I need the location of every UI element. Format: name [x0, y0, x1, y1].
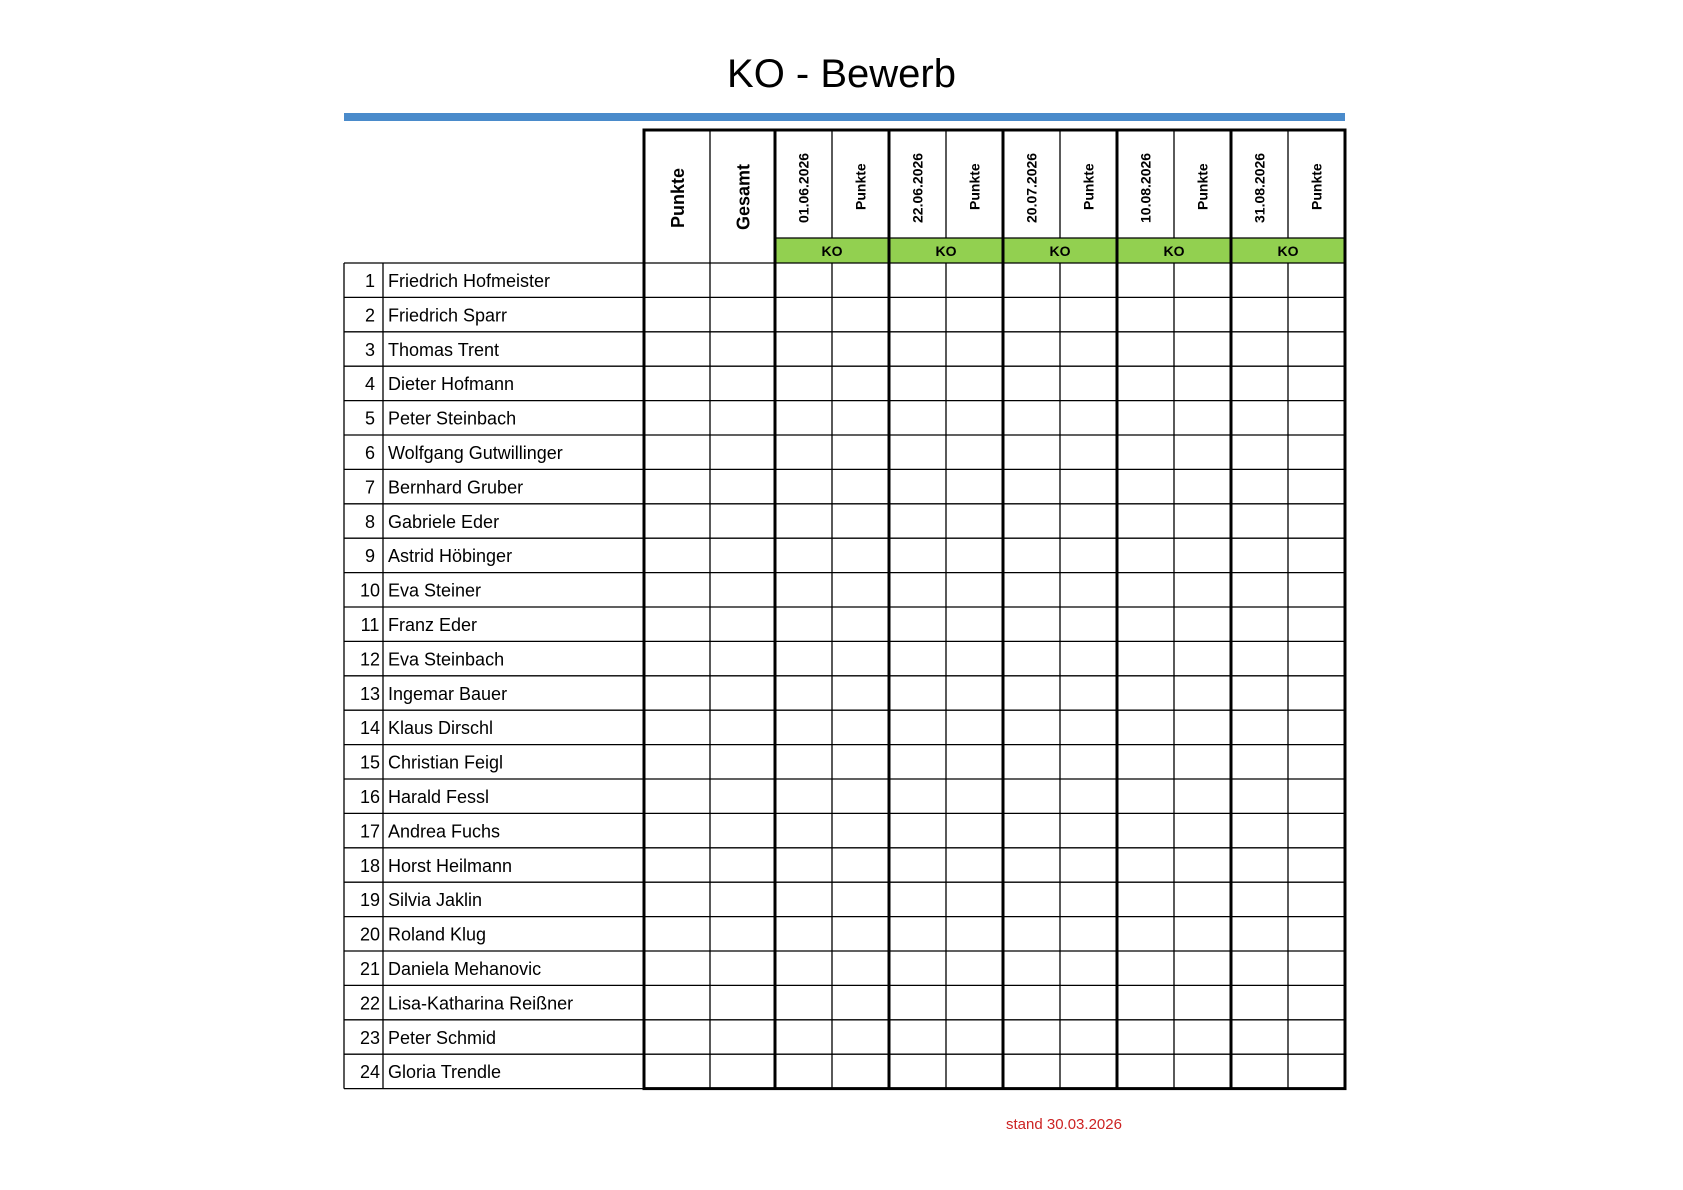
participant-number: 15 [359, 752, 381, 773]
participant-number: 2 [364, 305, 376, 326]
page-title: KO - Bewerb [727, 52, 956, 96]
participant-name: Friedrich Sparr [388, 305, 508, 326]
participant-name: Harald Fessl [388, 787, 490, 807]
participant-name: Friedrich Hofmeister [388, 271, 551, 291]
participant-name: Dieter Hofmann [388, 374, 515, 395]
punkte-header: Punkte [668, 167, 688, 228]
participant-name: Lisa-Katharina Reißner [388, 993, 574, 1014]
participant-number: 8 [364, 511, 376, 532]
round-points-header: Punkte [966, 163, 983, 210]
participant-name: Astrid Höbinger [388, 546, 513, 567]
participant-name: Christian Feigl [388, 752, 504, 773]
participant-name: Eva Steinbach [388, 649, 505, 670]
gesamt-header: Gesamt [733, 163, 754, 230]
participant-number: 11 [360, 615, 380, 635]
round-date-header: 31.08.2026 [1251, 152, 1268, 223]
participant-name: Daniela Mehanovic [388, 959, 542, 979]
round-points-header: Punkte [1308, 163, 1325, 210]
round-date-header: 22.06.2026 [909, 152, 926, 223]
round-points-header: Punkte [1194, 163, 1211, 210]
participant-number: 24 [359, 1062, 381, 1083]
participant-number: 17 [359, 821, 381, 842]
ko-label: KO [821, 243, 843, 259]
participant-number: 20 [359, 924, 381, 945]
participant-number: 19 [359, 890, 381, 911]
participant-name: Eva Steiner [388, 580, 482, 601]
participant-number: 18 [359, 855, 381, 876]
round-date-header: 20.07.2026 [1023, 152, 1040, 223]
participant-number: 7 [364, 477, 376, 498]
participant-number: 5 [364, 408, 376, 429]
participant-number: 6 [364, 443, 376, 463]
participant-number: 22 [359, 993, 381, 1014]
participant-name: Wolfgang Gutwillinger [388, 443, 563, 463]
main-border [644, 130, 1345, 1089]
participant-number: 3 [364, 339, 376, 360]
participant-number: 1 [364, 271, 376, 291]
round-points-header: Punkte [1080, 163, 1097, 210]
ko-label: KO [1049, 243, 1071, 259]
participant-number: 13 [359, 683, 381, 704]
participant-number: 16 [359, 787, 381, 807]
participant-number: 23 [359, 1027, 381, 1048]
participant-number: 14 [359, 718, 381, 739]
participant-name: Ingemar Bauer [388, 683, 508, 704]
round-date-header: 01.06.2026 [795, 152, 812, 223]
participant-name: Thomas Trent [388, 339, 500, 360]
ko-label: KO [1163, 243, 1185, 259]
participant-name: Gloria Trendle [388, 1062, 502, 1083]
participant-number: 21 [359, 959, 381, 979]
participant-name: Peter Steinbach [388, 408, 517, 429]
participant-name: Andrea Fuchs [388, 821, 501, 842]
round-points-header: Punkte [852, 163, 869, 210]
participant-number: 4 [364, 374, 376, 395]
participant-name: Peter Schmid [388, 1027, 497, 1048]
participant-number: 9 [364, 546, 376, 567]
participant-name: Gabriele Eder [388, 511, 500, 532]
participant-name: Horst Heilmann [388, 855, 513, 876]
participant-number: 10 [359, 580, 381, 601]
participant-name: Bernhard Gruber [388, 477, 524, 498]
participant-number: 12 [359, 649, 381, 670]
participant-name: Roland Klug [388, 924, 487, 945]
round-date-header: 10.08.2026 [1137, 152, 1154, 223]
stand-date: stand 30.03.2026 [1006, 1116, 1122, 1133]
participant-name: Silvia Jaklin [388, 890, 483, 911]
participant-name: Klaus Dirschl [388, 718, 494, 739]
ko-label: KO [935, 243, 957, 259]
participant-name: Franz Eder [388, 615, 478, 635]
ko-label: KO [1277, 243, 1299, 259]
